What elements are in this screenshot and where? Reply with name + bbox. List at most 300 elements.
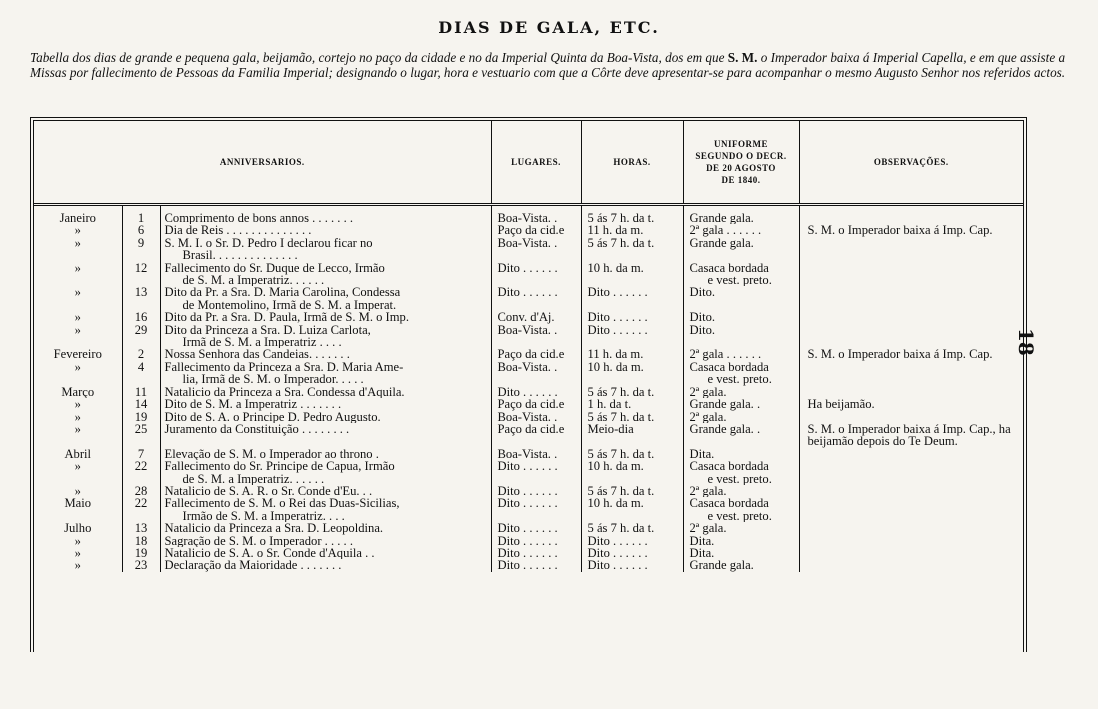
cell-day [122,348,160,360]
cell-uniform [683,398,799,410]
uniform-text: Grande gala. . [689,398,761,411]
cell-hours [581,559,683,571]
day-text: 25 [134,422,148,436]
header-uniform-line-2: SEGUNDO O DECR. [695,151,787,161]
table-row [34,547,1023,559]
uniform-text: Grande gala. [689,211,754,225]
day-text: 19 [134,410,148,423]
cell-obs [799,286,1023,311]
cell-month [34,535,122,547]
cell-day [122,224,160,236]
event-text: Fallecimento do Sr. Duque de Lecco, Irmão [164,261,385,275]
cell-event [160,311,491,323]
table-row [34,262,1023,287]
cell-month [34,497,122,522]
table-row [34,448,1023,460]
month-text: Março [61,385,95,399]
place-text: Paço da cid.e [497,398,565,411]
cell-event [160,348,491,360]
event-text: Natalicio da Princeza a Sra. Condessa d'Aquila. [164,385,405,399]
cell-event [160,497,491,522]
header-uniform-line-4: DE 1840. [721,175,761,185]
cell-obs [799,398,1023,410]
cell-event [160,460,491,485]
cell-hours [581,311,683,323]
cell-uniform [683,522,799,534]
table-row [34,286,1023,311]
cell-place [491,348,581,360]
obs-text: S. M. o Imperador baixa á Imp. Cap., ha beijamão depois do Te Deum. [807,422,1011,448]
hours-text: 10 h. da m. [587,261,644,275]
day-text: 1 [137,211,145,225]
cell-obs [799,535,1023,547]
cell-hours [581,205,683,225]
cell-place [491,262,581,287]
cell-obs [799,411,1023,423]
month-text: » [74,236,81,250]
event-text: Dito de S. A. o Principe D. Pedro Augusto. [164,410,381,423]
cell-obs [799,448,1023,460]
month-text: » [74,534,81,547]
day-text: 18 [134,534,148,547]
hours-text: 10 h. da m. [587,460,644,474]
hours-text: 5 ás 7 h. da t. [587,484,655,498]
table-row [34,324,1023,349]
cell-month [34,485,122,497]
cell-month [34,522,122,534]
hours-text: 11 h. da m. [587,348,644,361]
intro-text-start: Tabella dos dias de grande e pequena gala, beijamão, cortejo no paço da cidade e no da Imperial Quinta da Boa-Vista, dos em que [30,50,728,65]
place-text: Paço da cid.e [497,348,565,361]
cell-place [491,522,581,534]
intro-text-end: o Imperador baixa á Imperial Capella, e em que assiste a Missas por fallecimento de Pessoas da Familia Imperial; designando o lugar, hora e vestuario com que a Côrte deve apresentar-se para acompanhar o mesmo Augusto Senhor nos referidos actos. [30,50,1066,80]
event-text: Declaração da Maioridade . . . . . . . [164,559,342,572]
cell-hours [581,522,683,534]
month-text: Fevereiro [53,348,102,361]
cell-hours [581,460,683,485]
cell-place [491,205,581,225]
uniform-text: 2ª gala . . . . . . [689,224,762,237]
cell-day [122,324,160,349]
event-text: Juramento da Constituição . . . . . . . . [164,422,350,436]
place-text: Boa-Vista. . [497,323,558,337]
month-text: » [74,261,81,275]
cell-event [160,398,491,410]
table-row [34,522,1023,534]
cell-place [491,448,581,460]
day-text: 11 [134,385,148,399]
cell-event [160,485,491,497]
place-text: Boa-Vista. . [497,236,558,250]
header-uniform [683,121,799,205]
header-places: LUGARES. [491,121,581,205]
table-header-row [34,121,1023,205]
table-row [34,361,1023,386]
month-text: » [74,546,81,560]
cell-uniform [683,386,799,398]
event-text-continuation: Irmão de S. M. a Imperatriz. . . . [182,508,345,523]
uniform-text-continuation: e vest. preto. [707,372,772,386]
event-text: Fallecimento da Princeza a Sra. D. Maria Ame- [164,360,404,374]
hours-text: 1 h. da t. [587,398,632,411]
place-text: Paço da cid.e [497,422,565,436]
event-text: Sagração de S. M. o Imperador . . . . . [164,534,354,547]
hours-text: 5 ás 7 h. da t. [587,236,655,250]
cell-month [34,386,122,398]
cell-uniform [683,535,799,547]
hours-text: Dito . . . . . . [587,546,648,560]
cell-hours [581,535,683,547]
cell-event [160,423,491,448]
cell-month [34,398,122,410]
cell-month [34,237,122,262]
cell-place [491,559,581,571]
place-text: Dito . . . . . . [497,261,558,275]
cell-day [122,311,160,323]
day-text: 2 [137,348,145,361]
hours-text: 5 ás 7 h. da t. [587,447,655,461]
cell-obs [799,262,1023,287]
cell-hours [581,224,683,236]
cell-month [34,262,122,287]
day-text: 12 [134,261,148,275]
cell-month [34,205,122,225]
hours-text: Meio-dia [587,422,634,436]
place-text: Dito . . . . . . [497,559,558,572]
month-text: » [74,311,81,324]
cell-place [491,311,581,323]
uniform-text: Grande gala. [689,236,754,250]
header-uniform-line-1: UNIFORME [714,139,768,149]
day-text: 4 [137,360,145,374]
uniform-text: Dita. [689,534,715,547]
uniform-text-continuation: e vest. preto. [707,273,772,287]
hours-text: Dito . . . . . . [587,323,648,337]
table-row [34,460,1023,485]
table-row [34,224,1023,236]
table-row [34,311,1023,323]
cell-place [491,398,581,410]
cell-hours [581,262,683,287]
uniform-text-continuation: e vest. preto. [707,508,772,523]
cell-hours [581,423,683,448]
place-text: Conv. d'Aj. [497,311,555,324]
cell-place [491,485,581,497]
event-text-continuation: lia, Irmã de S. M. o Imperador. . . . . [182,372,364,386]
day-text: 28 [134,484,148,498]
place-text: Boa-Vista. . [497,360,558,374]
cell-month [34,361,122,386]
cell-day [122,547,160,559]
cell-month [34,547,122,559]
cell-event [160,411,491,423]
month-text: » [74,484,81,498]
month-text: » [74,360,81,374]
cell-month [34,348,122,360]
cell-uniform [683,547,799,559]
cell-event [160,205,491,225]
event-text: Natalicio de S. A. R. o Sr. Conde d'Eu. . . [164,484,373,498]
table-body [34,205,1023,572]
day-text: 6 [137,224,145,237]
cell-hours [581,411,683,423]
obs-text: Ha beijamão. [807,398,875,411]
cell-hours [581,398,683,410]
month-text: Julho [64,522,92,535]
cell-day [122,205,160,225]
cell-place [491,460,581,485]
table-row [34,398,1023,410]
uniform-text: Casaca bordada [689,460,769,474]
cell-month [34,559,122,571]
day-text: 16 [134,311,148,324]
intro-paragraph [30,50,1070,80]
table-row [34,423,1023,448]
hours-text: 5 ás 7 h. da t. [587,410,655,423]
month-text: » [74,410,81,423]
cell-uniform [683,286,799,311]
table-row [34,237,1023,262]
cell-hours [581,237,683,262]
cell-uniform [683,262,799,287]
table-row [34,535,1023,547]
hours-text: 5 ás 7 h. da t. [587,522,655,535]
cell-uniform [683,205,799,225]
cell-uniform [683,497,799,522]
hours-text: Dito . . . . . . [587,534,648,547]
table-row [34,386,1023,398]
uniform-text: Dita. [689,447,715,461]
cell-event [160,547,491,559]
uniform-text: Dita. [689,546,715,560]
cell-obs [799,311,1023,323]
cell-place [491,423,581,448]
table-row [34,348,1023,360]
place-text: Dito . . . . . . [497,385,558,399]
place-text: Dito . . . . . . [497,546,558,560]
cell-day [122,411,160,423]
cell-hours [581,324,683,349]
cell-uniform [683,485,799,497]
cell-obs [799,361,1023,386]
hours-text: 11 h. da m. [587,224,644,237]
cell-month [34,411,122,423]
cell-hours [581,286,683,311]
cell-uniform [683,411,799,423]
cell-place [491,237,581,262]
event-text: Fallecimento de S. M. o Rei das Duas-Sicilias, [164,497,400,511]
month-text: » [74,398,81,411]
header-observations: OBSERVAÇÕES. [799,121,1023,205]
cell-day [122,497,160,522]
table-row [34,485,1023,497]
uniform-text: 2ª gala . . . . . . [689,348,762,361]
event-text: Dia de Reis . . . . . . . . . . . . . . [164,224,312,237]
cell-obs [799,497,1023,522]
hours-text: Dito . . . . . . [587,311,648,324]
event-text: Fallecimento do Sr. Principe de Capua, Irmão [164,460,395,474]
day-text: 13 [134,286,148,300]
month-text: » [74,224,81,237]
event-text-continuation: de S. M. a Imperatriz. . . . . . [182,273,325,287]
hours-text: 10 h. da m. [587,360,644,374]
cell-uniform [683,311,799,323]
table-row [34,411,1023,423]
uniform-text: Casaca bordada [689,497,769,511]
cell-uniform [683,324,799,349]
hours-text: 10 h. da m. [587,497,644,511]
cell-hours [581,348,683,360]
event-text-continuation: Brasil. . . . . . . . . . . . . . [182,248,298,262]
cell-obs [799,460,1023,485]
cell-obs [799,559,1023,571]
uniform-text: Dito. [689,286,716,300]
cell-month [34,448,122,460]
place-text: Dito . . . . . . [497,286,558,300]
event-text: Dito de S. M. a Imperatriz . . . . . . . [164,398,342,411]
cell-place [491,547,581,559]
place-text: Boa-Vista. . [497,211,558,225]
place-text: Dito . . . . . . [497,460,558,474]
cell-event [160,448,491,460]
uniform-text: Dito. [689,323,716,337]
cell-event [160,286,491,311]
cell-obs [799,205,1023,225]
cell-uniform [683,423,799,448]
table-row [34,559,1023,571]
cell-day [122,286,160,311]
cell-place [491,386,581,398]
place-text: Dito . . . . . . [497,534,558,547]
month-text: Janeiro [59,211,96,225]
cell-hours [581,497,683,522]
header-hours: HORAS. [581,121,683,205]
month-text: » [74,323,81,337]
cell-event [160,522,491,534]
cell-day [122,448,160,460]
cell-hours [581,547,683,559]
cell-event [160,559,491,571]
day-text: 9 [137,236,145,250]
cell-place [491,224,581,236]
cell-uniform [683,237,799,262]
page-title: DIAS DE GALA, ETC. [438,18,660,37]
cell-obs [799,224,1023,236]
cell-hours [581,386,683,398]
cell-month [34,224,122,236]
hours-text: Dito . . . . . . [587,286,648,300]
uniform-text: Casaca bordada [689,261,769,275]
day-text: 7 [137,447,145,461]
cell-obs [799,423,1023,448]
cell-obs [799,522,1023,534]
cell-hours [581,448,683,460]
cell-obs [799,485,1023,497]
cell-place [491,361,581,386]
month-text: » [74,559,81,572]
event-text: Dito da Pr. a Sra. D. Paula, Irmã de S. M. o Imp. [164,311,409,324]
cell-place [491,286,581,311]
hours-text: 5 ás 7 h. da t. [587,385,655,399]
cell-day [122,423,160,448]
cell-uniform [683,224,799,236]
place-text: Dito . . . . . . [497,522,558,535]
day-text: 23 [134,559,148,572]
obs-text: S. M. o Imperador baixa á Imp. Cap. [807,224,993,237]
event-text: S. M. I. o Sr. D. Pedro I declarou ficar no [164,236,373,250]
cell-day [122,485,160,497]
cell-day [122,535,160,547]
cell-hours [581,485,683,497]
event-text-continuation: de S. M. a Imperatriz. . . . . . [182,471,325,485]
cell-day [122,262,160,287]
event-text: Natalicio da Princeza a Sra. D. Leopoldina. [164,522,384,535]
event-text-continuation: Irmã de S. M. a Imperatriz . . . . [182,335,342,349]
cell-day [122,522,160,534]
place-text: Boa-Vista. . [497,410,558,423]
cell-uniform [683,448,799,460]
cell-month [34,324,122,349]
event-text: Dito da Pr. a Sra. D. Maria Carolina, Condessa [164,286,401,300]
uniform-text: Dito. [689,311,716,324]
cell-day [122,386,160,398]
uniform-text: Grande gala. . [689,422,761,436]
cell-obs [799,348,1023,360]
cell-month [34,460,122,485]
day-text: 14 [134,398,148,411]
cell-event [160,237,491,262]
cell-month [34,286,122,311]
cell-place [491,411,581,423]
day-text: 22 [134,497,148,511]
cell-event [160,361,491,386]
day-text: 13 [134,522,148,535]
cell-month [34,423,122,448]
cell-uniform [683,348,799,360]
uniform-text: 2ª gala. [689,385,727,399]
uniform-text: 2ª gala. [689,410,727,423]
cell-event [160,386,491,398]
cell-uniform [683,361,799,386]
hours-text: 5 ás 7 h. da t. [587,211,655,225]
cell-day [122,559,160,571]
cell-place [491,535,581,547]
event-text: Elevação de S. M. o Imperador ao throno . [164,447,379,461]
cell-obs [799,237,1023,262]
cell-obs [799,386,1023,398]
cell-obs [799,324,1023,349]
cell-month [34,311,122,323]
month-text: Abril [64,447,92,461]
cell-day [122,361,160,386]
cell-event [160,262,491,287]
cell-place [491,324,581,349]
day-text: 22 [134,460,148,474]
month-text: » [74,422,81,436]
month-text: Maio [64,497,92,511]
event-text-continuation: de Montemolino, Irmã de S. M. a Imperat. [182,297,397,312]
uniform-text: 2ª gala. [689,484,727,498]
hours-text: Dito . . . . . . [587,559,648,572]
uniform-text-continuation: e vest. preto. [707,471,772,485]
month-text: » [74,460,81,474]
event-text: Dito da Princeza a Sra. D. Luiza Carlota, [164,323,371,337]
cell-event [160,224,491,236]
gala-days-table [30,117,1027,652]
event-text: Nossa Senhora das Candeias. . . . . . . [164,348,350,361]
uniform-text: Casaca bordada [689,360,769,374]
table-row [34,205,1023,225]
